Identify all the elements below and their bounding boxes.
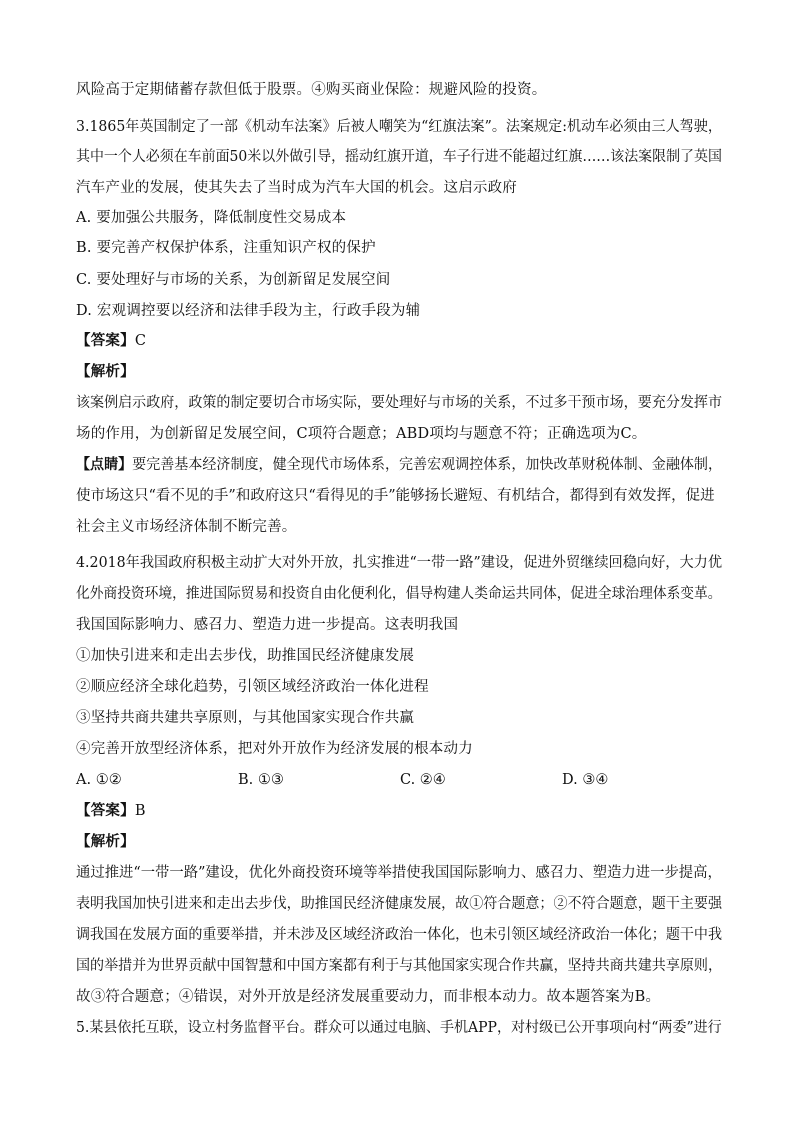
q4-answer [76,801,146,821]
q3-stem-line-2: 其中一个人必须在车前面50米以外做引导，摇动红旗开道，车子行进不能超过红旗……该法案限制了英国 [76,149,722,165]
q4-statement-1: ①加快引进来和走出去步伐，助推国民经济健康发展 [76,648,415,664]
q4-stem-line-3: 我国国际影响力、感召力、塑造力进一步提高。这表明我国 [76,617,459,633]
q5-stem-line-1: 5.某县依托互联，设立村务监督平台。群众可以通过电脑、手机APP，对村级已公开事项向村“两委”进行 [76,1020,722,1036]
q4-statement-3: ③坚持共商共建共享原则，与其他国家实现合作共赢 [76,710,415,726]
q3-stem-line-1: 3.1865年英国制定了一部《机动车法案》后被人嘲笑为“红旗法案”。法案规定:机动车必须由三人驾驶， [76,119,722,135]
intro-line: 风险高于定期储蓄存款但低于股票。④购买商业保险：规避风险的投资。 [76,82,547,98]
q4-analysis-line-4: 国的举措并为世界贡献中国智慧和中国方案都有利于与其他国家实现合作共赢，坚持共商共建共享原则， [76,958,722,974]
q3-option-b: B. 要完善产权保护体系，注重知识产权的保护 [76,240,376,256]
q3-option-d: D. 宏观调控要以经济和法律手段为主，行政手段为辅 [76,303,421,319]
q4-choice-d: D. ③④ [562,772,609,788]
q3-option-a: A. 要加强公共服务，降低制度性交易成本 [76,210,347,226]
answer-label: 【答案】 [76,802,135,819]
q4-analysis-line-1: 通过推进“一带一路”建设，优化外商投资环境等举措使我国国际影响力、感召力、塑造力进一步提高， [76,865,722,881]
tip-text: 要完善基本经济制度，健全现代市场体系，完善宏观调控体系，加快改革财税体制、金融体制， [132,457,722,473]
q4-analysis-label: 【解析】 [76,833,135,850]
answer-label: 【答案】 [76,332,135,349]
q3-tip-line-2: 使市场这只“看不见的手”和政府这只“看得见的手”能够扬长避短、有机结合，都得到有效发挥，促进 [76,488,715,504]
q3-analysis-line-2: 场的作用，为创新留足发展空间，C项符合题意；ABD项均与题意不符；正确选项为C。 [76,426,647,442]
q4-analysis-line-5: 故③符合题意；④错误，对外开放是经济发展重要动力，而非根本动力。故本题答案为B。 [76,989,661,1005]
q3-analysis-label: 【解析】 [76,363,135,380]
q3-tip-line-3: 社会主义市场经济体制不断完善。 [76,519,297,535]
q4-stem-line-2: 化外商投资环境，推进国际贸易和投资自由化便利化，倡导构建人类命运共同体，促进全球治理体系变革。 [76,586,722,602]
answer-value: C [134,333,147,349]
q3-stem-line-3: 汽车产业的发展，使其失去了当时成为汽车大国的机会。这启示政府 [76,180,517,196]
tip-label: 【点睛】 [76,456,133,473]
q4-choice-a: A. ①② [76,772,122,788]
q3-tip-line-1 [76,455,722,475]
q4-choice-c: C. ②④ [400,772,446,788]
q4-analysis-line-3: 调我国在发展方面的重要举措，并未涉及区域经济政治一体化，也未引领区域经济政治一体化；题干中我 [76,927,722,943]
q4-stem-line-1: 4.2018年我国政府积极主动扩大对外开放，扎实推进“一带一路”建设，促进外贸继续回稳向好，大力优 [76,555,723,571]
q4-statement-4: ④完善开放型经济体系，把对外开放作为经济发展的根本动力 [76,741,473,757]
q3-option-c: C. 要处理好与市场的关系，为创新留足发展空间 [76,272,391,288]
q4-analysis-line-2: 表明我国加快引进来和走出去步伐，助推国民经济健康发展，故①符合题意；②不符合题意，题干主要强 [76,896,722,912]
answer-value: B [134,803,146,819]
q3-answer [76,331,146,351]
q4-choice-b: B. ①③ [238,772,284,788]
q4-statement-2: ②顺应经济全球化趋势，引领区域经济政治一体化进程 [76,679,429,695]
q3-analysis-line-1: 该案例启示政府，政策的制定要切合市场实际，要处理好与市场的关系，不过多干预市场，要充分发挥市 [76,395,722,411]
